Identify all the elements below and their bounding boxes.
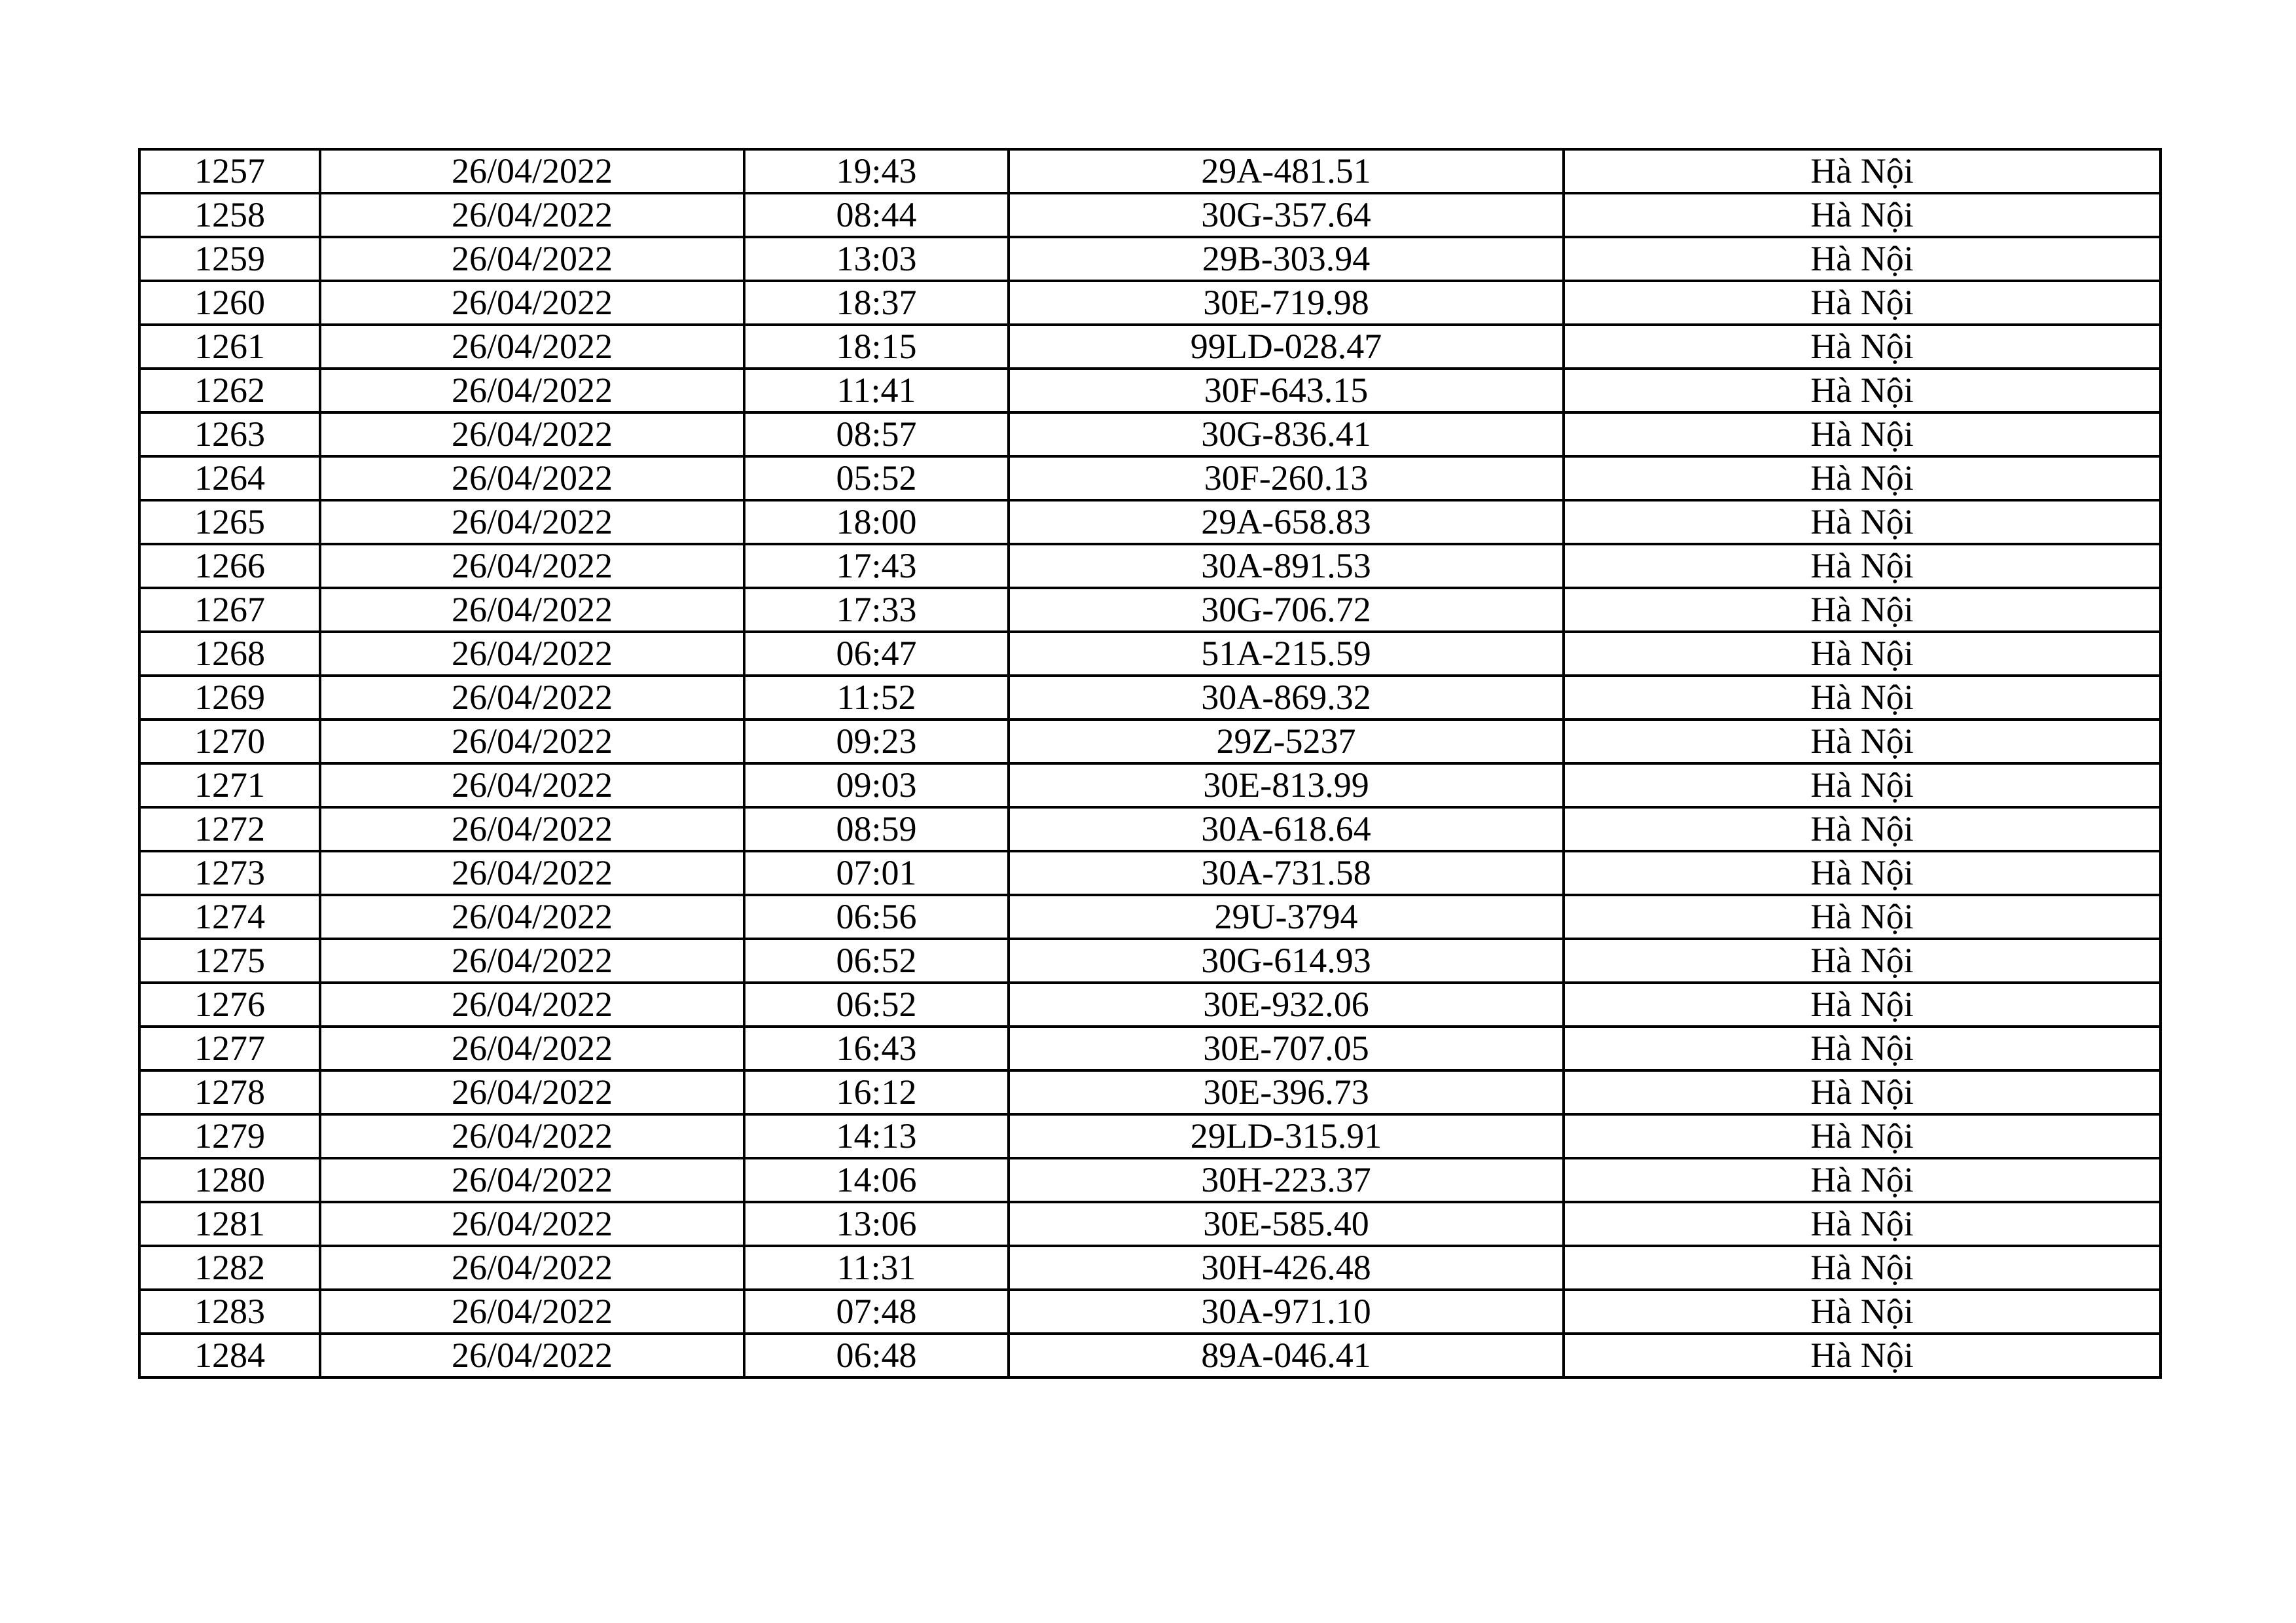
cell-stt: 1261: [139, 325, 320, 369]
cell-unit: Hà Nội: [1564, 149, 2161, 193]
cell-plate: 30G-357.64: [1009, 193, 1564, 237]
table-row: [139, 895, 2161, 939]
cell-date: 26/04/2022: [320, 1027, 744, 1070]
cell-date: 26/04/2022: [320, 456, 744, 500]
cell-date: 26/04/2022: [320, 325, 744, 369]
cell-stt: 1260: [139, 281, 320, 325]
cell-stt: 1266: [139, 544, 320, 588]
cell-time: 08:57: [744, 412, 1009, 456]
cell-stt: 1279: [139, 1114, 320, 1158]
cell-time: 08:59: [744, 807, 1009, 851]
cell-time: 14:13: [744, 1114, 1009, 1158]
cell-date: 26/04/2022: [320, 281, 744, 325]
cell-time: 11:52: [744, 676, 1009, 720]
cell-time: 09:03: [744, 763, 1009, 807]
cell-date: 26/04/2022: [320, 939, 744, 983]
cell-stt: 1282: [139, 1246, 320, 1290]
cell-date: 26/04/2022: [320, 632, 744, 676]
cell-unit: Hà Nội: [1564, 325, 2161, 369]
cell-plate: 30A-971.10: [1009, 1290, 1564, 1334]
cell-date: 26/04/2022: [320, 1334, 744, 1377]
cell-time: 08:44: [744, 193, 1009, 237]
cell-unit: Hà Nội: [1564, 939, 2161, 983]
cell-plate: 29A-658.83: [1009, 500, 1564, 544]
cell-plate: 30G-614.93: [1009, 939, 1564, 983]
cell-stt: 1281: [139, 1202, 320, 1246]
cell-plate: 30F-643.15: [1009, 369, 1564, 412]
cell-stt: 1269: [139, 676, 320, 720]
cell-date: 26/04/2022: [320, 412, 744, 456]
table-row: [139, 237, 2161, 281]
cell-stt: 1257: [139, 149, 320, 193]
cell-plate: 30H-223.37: [1009, 1158, 1564, 1202]
cell-stt: 1265: [139, 500, 320, 544]
cell-plate: 29B-303.94: [1009, 237, 1564, 281]
cell-time: 19:43: [744, 149, 1009, 193]
cell-plate: 30A-891.53: [1009, 544, 1564, 588]
cell-date: 26/04/2022: [320, 1202, 744, 1246]
table-row: [139, 588, 2161, 632]
cell-unit: Hà Nội: [1564, 1334, 2161, 1377]
cell-stt: 1283: [139, 1290, 320, 1334]
cell-time: 05:52: [744, 456, 1009, 500]
cell-date: 26/04/2022: [320, 1246, 744, 1290]
table-row: [139, 281, 2161, 325]
cell-date: 26/04/2022: [320, 1158, 744, 1202]
cell-time: 18:15: [744, 325, 1009, 369]
table-row: [139, 1114, 2161, 1158]
cell-unit: Hà Nội: [1564, 500, 2161, 544]
cell-unit: Hà Nội: [1564, 281, 2161, 325]
table-row: [139, 1246, 2161, 1290]
table-row: [139, 720, 2161, 763]
cell-date: 26/04/2022: [320, 544, 744, 588]
cell-time: 13:03: [744, 237, 1009, 281]
cell-plate: 30H-426.48: [1009, 1246, 1564, 1290]
cell-time: 06:56: [744, 895, 1009, 939]
cell-plate: 30E-813.99: [1009, 763, 1564, 807]
cell-stt: 1262: [139, 369, 320, 412]
cell-date: 26/04/2022: [320, 237, 744, 281]
cell-stt: 1278: [139, 1070, 320, 1114]
cell-unit: Hà Nội: [1564, 851, 2161, 895]
records-table: [138, 148, 2162, 1379]
table-row: [139, 1027, 2161, 1070]
cell-stt: 1271: [139, 763, 320, 807]
table-row: [139, 1070, 2161, 1114]
cell-plate: 30G-706.72: [1009, 588, 1564, 632]
table-row: [139, 983, 2161, 1027]
cell-time: 06:48: [744, 1334, 1009, 1377]
cell-unit: Hà Nội: [1564, 1114, 2161, 1158]
cell-unit: Hà Nội: [1564, 1202, 2161, 1246]
cell-unit: Hà Nội: [1564, 676, 2161, 720]
cell-unit: Hà Nội: [1564, 1158, 2161, 1202]
table-row: [139, 1158, 2161, 1202]
cell-time: 18:37: [744, 281, 1009, 325]
cell-plate: 30E-719.98: [1009, 281, 1564, 325]
cell-plate: 30E-585.40: [1009, 1202, 1564, 1246]
cell-unit: Hà Nội: [1564, 1290, 2161, 1334]
cell-date: 26/04/2022: [320, 1114, 744, 1158]
cell-plate: 30E-396.73: [1009, 1070, 1564, 1114]
cell-date: 26/04/2022: [320, 983, 744, 1027]
cell-plate: 30F-260.13: [1009, 456, 1564, 500]
cell-date: 26/04/2022: [320, 193, 744, 237]
cell-plate: 30A-869.32: [1009, 676, 1564, 720]
table-row: [139, 500, 2161, 544]
table-row: [139, 807, 2161, 851]
table-row: [139, 325, 2161, 369]
cell-date: 26/04/2022: [320, 588, 744, 632]
cell-time: 06:52: [744, 939, 1009, 983]
table-row: [139, 939, 2161, 983]
cell-plate: 29Z-5237: [1009, 720, 1564, 763]
records-table-body: [139, 149, 2161, 1377]
cell-time: 14:06: [744, 1158, 1009, 1202]
table-row: [139, 193, 2161, 237]
table-row: [139, 1334, 2161, 1377]
cell-time: 16:12: [744, 1070, 1009, 1114]
cell-stt: 1276: [139, 983, 320, 1027]
table-row: [139, 369, 2161, 412]
cell-unit: Hà Nội: [1564, 412, 2161, 456]
cell-date: 26/04/2022: [320, 500, 744, 544]
cell-time: 11:31: [744, 1246, 1009, 1290]
cell-plate: 30G-836.41: [1009, 412, 1564, 456]
cell-stt: 1259: [139, 237, 320, 281]
cell-plate: 30A-731.58: [1009, 851, 1564, 895]
cell-stt: 1280: [139, 1158, 320, 1202]
table-row: [139, 851, 2161, 895]
cell-plate: 29A-481.51: [1009, 149, 1564, 193]
cell-plate: 29LD-315.91: [1009, 1114, 1564, 1158]
cell-time: 17:43: [744, 544, 1009, 588]
cell-time: 18:00: [744, 500, 1009, 544]
table-row: [139, 1290, 2161, 1334]
table-row: [139, 149, 2161, 193]
cell-plate: 30A-618.64: [1009, 807, 1564, 851]
table-row: [139, 544, 2161, 588]
cell-unit: Hà Nội: [1564, 369, 2161, 412]
cell-unit: Hà Nội: [1564, 895, 2161, 939]
cell-unit: Hà Nội: [1564, 983, 2161, 1027]
cell-unit: Hà Nội: [1564, 720, 2161, 763]
cell-unit: Hà Nội: [1564, 237, 2161, 281]
cell-plate: 51A-215.59: [1009, 632, 1564, 676]
table-row: [139, 456, 2161, 500]
cell-date: 26/04/2022: [320, 851, 744, 895]
cell-date: 26/04/2022: [320, 807, 744, 851]
cell-date: 26/04/2022: [320, 763, 744, 807]
cell-stt: 1275: [139, 939, 320, 983]
cell-date: 26/04/2022: [320, 720, 744, 763]
cell-stt: 1273: [139, 851, 320, 895]
table-row: [139, 676, 2161, 720]
cell-date: 26/04/2022: [320, 895, 744, 939]
cell-unit: Hà Nội: [1564, 1070, 2161, 1114]
cell-unit: Hà Nội: [1564, 1246, 2161, 1290]
cell-stt: 1272: [139, 807, 320, 851]
cell-stt: 1284: [139, 1334, 320, 1377]
cell-date: 26/04/2022: [320, 1070, 744, 1114]
cell-date: 26/04/2022: [320, 369, 744, 412]
cell-unit: Hà Nội: [1564, 1027, 2161, 1070]
cell-stt: 1268: [139, 632, 320, 676]
cell-time: 09:23: [744, 720, 1009, 763]
cell-plate: 30E-932.06: [1009, 983, 1564, 1027]
cell-stt: 1277: [139, 1027, 320, 1070]
cell-unit: Hà Nội: [1564, 588, 2161, 632]
cell-stt: 1263: [139, 412, 320, 456]
cell-time: 11:41: [744, 369, 1009, 412]
cell-time: 06:47: [744, 632, 1009, 676]
cell-unit: Hà Nội: [1564, 456, 2161, 500]
cell-time: 13:06: [744, 1202, 1009, 1246]
table-row: [139, 632, 2161, 676]
cell-unit: Hà Nội: [1564, 763, 2161, 807]
cell-plate: 89A-046.41: [1009, 1334, 1564, 1377]
cell-plate: 99LD-028.47: [1009, 325, 1564, 369]
table-row: [139, 1202, 2161, 1246]
table-row: [139, 763, 2161, 807]
cell-date: 26/04/2022: [320, 676, 744, 720]
cell-stt: 1258: [139, 193, 320, 237]
cell-date: 26/04/2022: [320, 149, 744, 193]
cell-time: 06:52: [744, 983, 1009, 1027]
cell-time: 16:43: [744, 1027, 1009, 1070]
cell-unit: Hà Nội: [1564, 807, 2161, 851]
cell-time: 07:48: [744, 1290, 1009, 1334]
cell-stt: 1274: [139, 895, 320, 939]
cell-stt: 1270: [139, 720, 320, 763]
cell-plate: 29U-3794: [1009, 895, 1564, 939]
cell-unit: Hà Nội: [1564, 544, 2161, 588]
cell-stt: 1264: [139, 456, 320, 500]
table-row: [139, 412, 2161, 456]
cell-time: 17:33: [744, 588, 1009, 632]
cell-unit: Hà Nội: [1564, 632, 2161, 676]
cell-date: 26/04/2022: [320, 1290, 744, 1334]
cell-stt: 1267: [139, 588, 320, 632]
cell-time: 07:01: [744, 851, 1009, 895]
cell-plate: 30E-707.05: [1009, 1027, 1564, 1070]
cell-unit: Hà Nội: [1564, 193, 2161, 237]
